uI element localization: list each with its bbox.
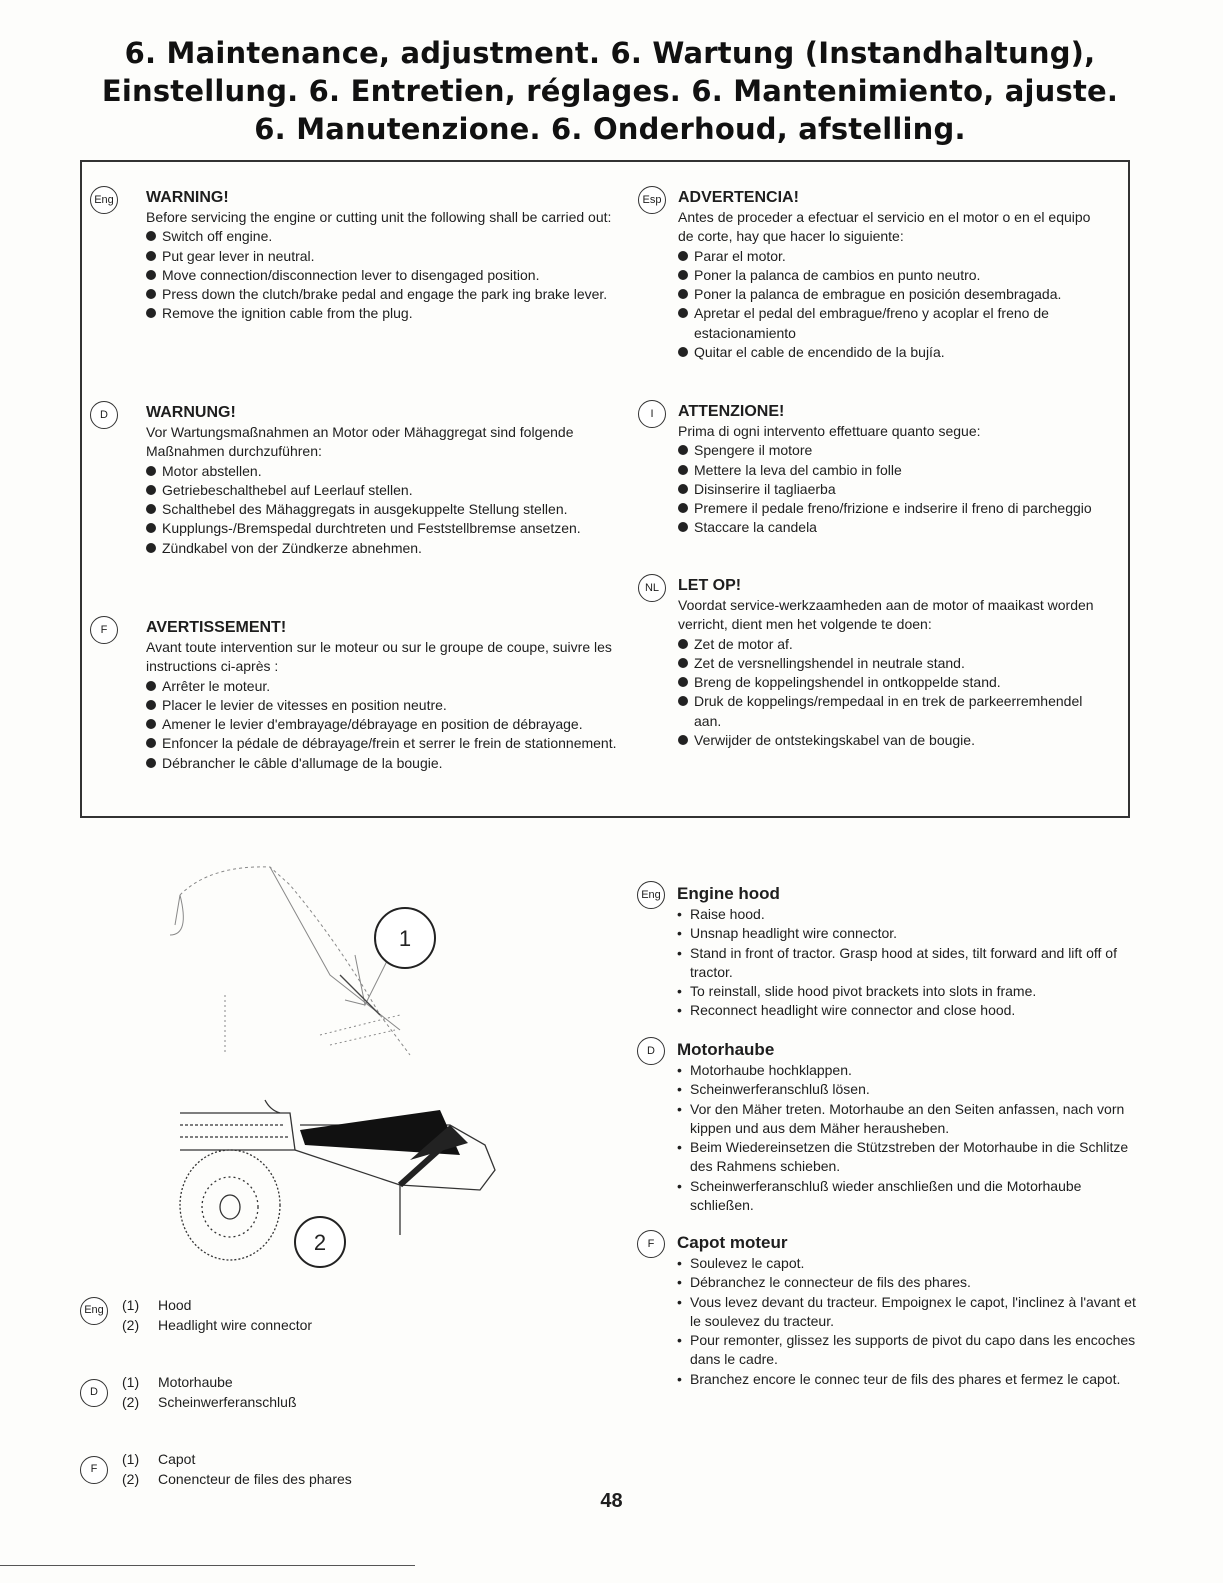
callout-1-label: 1: [398, 926, 412, 951]
warning-d: [100, 403, 646, 558]
warning-intro: Vor Wartungsmaßnahmen an Motor oder Mähaggregat sind folgende Maßnahmen durchzuführen:: [146, 424, 574, 460]
hood-list: [677, 905, 1147, 1021]
language-badge-eng: Eng: [80, 1297, 108, 1325]
list-item: Enfoncer la pédale de débrayage/frein et serrer le frein de stationnement.: [146, 734, 646, 753]
list-item: • Stand in front of tractor. Grasp hood at sides, tilt forward and lift off of tractor.: [677, 944, 1147, 983]
language-badge-d: D: [637, 1037, 665, 1065]
title-line-2: Einstellung. 6. Entretien, réglages. 6. Mantenimiento, ajuste.: [101, 74, 1119, 108]
legend-row: (2) Headlight wire connector: [122, 1316, 313, 1333]
list-item: Spengere il motore: [678, 441, 1108, 460]
warning-esp: [642, 188, 1108, 362]
warning-intro: Avant toute intervention sur le moteur ou sur le groupe de coupe, suivre les instructions ci-après :: [146, 639, 612, 675]
hood-heading: Capot moteur: [677, 1233, 788, 1252]
list-item: Staccare la candela: [678, 518, 1108, 537]
warning-heading: ADVERTENCIA!: [678, 189, 799, 206]
language-badge-f: F: [80, 1456, 108, 1484]
list-item: • Scheinwerferanschluß lösen.: [677, 1080, 1147, 1099]
title-line-3: 6. Manutenzione. 6. Onderhoud, afstelling.: [254, 112, 966, 146]
list-item: • Vous levez devant du tracteur. Empoignex le capot, l'inclinez à l'avant et le soulevez du tracteur.: [677, 1293, 1147, 1332]
hood-list: [677, 1254, 1147, 1389]
language-badge-eng: Eng: [637, 881, 665, 909]
list-item: • Reconnect headlight wire connector and close hood.: [677, 1001, 1147, 1020]
warning-list: [146, 462, 646, 558]
list-item: Amener le levier d'embrayage/débrayage en position de débrayage.: [146, 715, 646, 734]
legend-eng: [70, 1296, 470, 1335]
list-item: • Scheinwerferanschluß wieder anschließen und die Motorhaube schließen.: [677, 1177, 1147, 1216]
warning-intro: Prima di ogni intervento effettuare quanto segue:: [678, 423, 981, 439]
legend-row: (1) Capot: [122, 1451, 196, 1467]
warning-box: [80, 160, 1130, 818]
list-item: Verwijder de ontstekingskabel van de bougie.: [678, 731, 1108, 750]
list-item: Remove the ignition cable from the plug.: [146, 304, 646, 323]
legend-row: (1) Hood: [122, 1297, 192, 1313]
list-item: Move connection/disconnection lever to disengaged position.: [146, 266, 646, 285]
list-item: • Débranchez le connecteur de fils des phares.: [677, 1273, 1147, 1292]
list-item: • Unsnap headlight wire connector.: [677, 924, 1147, 943]
hood-f: [647, 1232, 1147, 1389]
language-badge-f: F: [90, 616, 118, 644]
language-badge-eng: Eng: [90, 186, 118, 214]
list-item: Switch off engine.: [146, 227, 646, 246]
list-item: Arrêter le moteur.: [146, 677, 646, 696]
legend-row: (2) Scheinwerferanschluß: [122, 1393, 297, 1410]
list-item: Quitar el cable de encendido de la bujía.: [678, 343, 1108, 362]
warning-intro: Before servicing the engine or cutting unit the following shall be carried out:: [146, 209, 612, 225]
legend-d: [70, 1373, 470, 1412]
list-item: • Raise hood.: [677, 905, 1147, 924]
language-badge-d: D: [80, 1379, 108, 1407]
warning-heading: WARNING!: [146, 189, 229, 206]
warning-list: [146, 227, 646, 323]
list-item: Poner la palanca de embrague en posición desembragada.: [678, 285, 1108, 304]
list-item: Zet de versnellingshendel in neutrale stand.: [678, 654, 1108, 673]
hood-eng: [641, 883, 1147, 1021]
list-item: Zündkabel von der Zündkerze abnehmen.: [146, 539, 646, 558]
warning-heading: LET OP!: [678, 577, 742, 594]
warning-intro: Antes de proceder a efectuar el servicio en el motor o en el equipo de corte, hay que hacer lo siguiente:: [678, 209, 1091, 245]
list-item: • Vor den Mäher treten. Motorhaube an den Seiten anfassen, nach vorn kippen und aus dem Mäher herausheben.: [677, 1100, 1147, 1139]
list-item: Apretar el pedal del embrague/freno y acoplar el freno de estacionamiento: [678, 304, 1108, 343]
list-item: Parar el motor.: [678, 247, 1108, 266]
warning-nl: [644, 576, 1108, 750]
list-item: • Soulevez le capot.: [677, 1254, 1147, 1273]
warning-heading: AVERTISSEMENT!: [146, 619, 287, 636]
warning-list: [678, 247, 1108, 363]
list-item: Zet de motor af.: [678, 635, 1108, 654]
language-badge-f: F: [637, 1230, 665, 1258]
language-badge-nl: NL: [638, 574, 666, 602]
language-badge-esp: Esp: [638, 186, 666, 214]
warning-list: [146, 677, 646, 773]
hood-d: [647, 1039, 1147, 1215]
warning-intro: Voordat service-werkzaamheden aan de motor of maaikast worden verricht, dient men het volgende te doen:: [678, 597, 1094, 633]
list-item: Premere il pedale freno/frizione e indserire il freno di parcheggio: [678, 499, 1108, 518]
warning-i: [650, 402, 1108, 538]
title-line-1: 6. Maintenance, adjustment. 6. Wartung (Instandhaltung),: [124, 36, 1096, 70]
page-title: [60, 34, 1160, 148]
warning-f: [100, 618, 646, 773]
list-item: Disinserire il tagliaerba: [678, 480, 1108, 499]
warning-heading: WARNUNG!: [146, 404, 236, 421]
list-item: Put gear lever in neutral.: [146, 247, 646, 266]
list-item: Press down the clutch/brake pedal and engage the park ing brake lever.: [146, 285, 646, 304]
list-item: Poner la palanca de cambios en punto neutro.: [678, 266, 1108, 285]
hood-list: [677, 1061, 1147, 1215]
warning-eng: [94, 188, 646, 324]
list-item: • Pour remonter, glissez les supports de pivot du capo dans les encoches dans le cadre.: [677, 1331, 1147, 1370]
language-badge-d: D: [90, 401, 118, 429]
list-item: Mettere la leva del cambio in folle: [678, 461, 1108, 480]
hood-illustration: [150, 855, 530, 1285]
hood-heading: Engine hood: [677, 884, 780, 903]
hood-sketch: [170, 867, 410, 1055]
list-item: Kupplungs-/Bremspedal durchtreten und Feststellbremse ansetzen.: [146, 519, 646, 538]
list-item: Druk de koppelings/rempedaal in en trek de parkeerremhendel aan.: [678, 692, 1108, 731]
warning-list: [678, 635, 1108, 751]
hood-heading: Motorhaube: [677, 1040, 775, 1059]
legend-row: (2) Conencteur de files des phares: [122, 1470, 352, 1487]
list-item: Getriebeschalthebel auf Leerlauf stellen.: [146, 481, 646, 500]
list-item: • Branchez encore le connec teur de fils des phares et fermez le capot.: [677, 1370, 1147, 1389]
callout-2-label: 2: [313, 1230, 327, 1255]
footer-rule: [0, 1565, 415, 1566]
list-item: • Motorhaube hochklappen.: [677, 1061, 1147, 1080]
list-item: Schalthebel des Mähaggregats in ausgekuppelte Stellung stellen.: [146, 500, 646, 519]
list-item: Débrancher le câble d'allumage de la bougie.: [146, 754, 646, 773]
warning-list: [678, 441, 1108, 537]
legend-f: [70, 1450, 470, 1489]
list-item: Breng de koppelingshendel in ontkoppelde stand.: [678, 673, 1108, 692]
page-number: 48: [600, 1490, 623, 1512]
list-item: • Beim Wiedereinsetzen die Stützstreben der Motorhaube in die Schlitze des Rahmens schieben.: [677, 1138, 1147, 1177]
list-item: Motor abstellen.: [146, 462, 646, 481]
warning-heading: ATTENZIONE!: [678, 403, 785, 420]
list-item: Placer le levier de vitesses en position neutre.: [146, 696, 646, 715]
language-badge-i: I: [638, 400, 666, 428]
list-item: • To reinstall, slide hood pivot brackets into slots in frame.: [677, 982, 1147, 1001]
legend-row: (1) Motorhaube: [122, 1374, 233, 1390]
